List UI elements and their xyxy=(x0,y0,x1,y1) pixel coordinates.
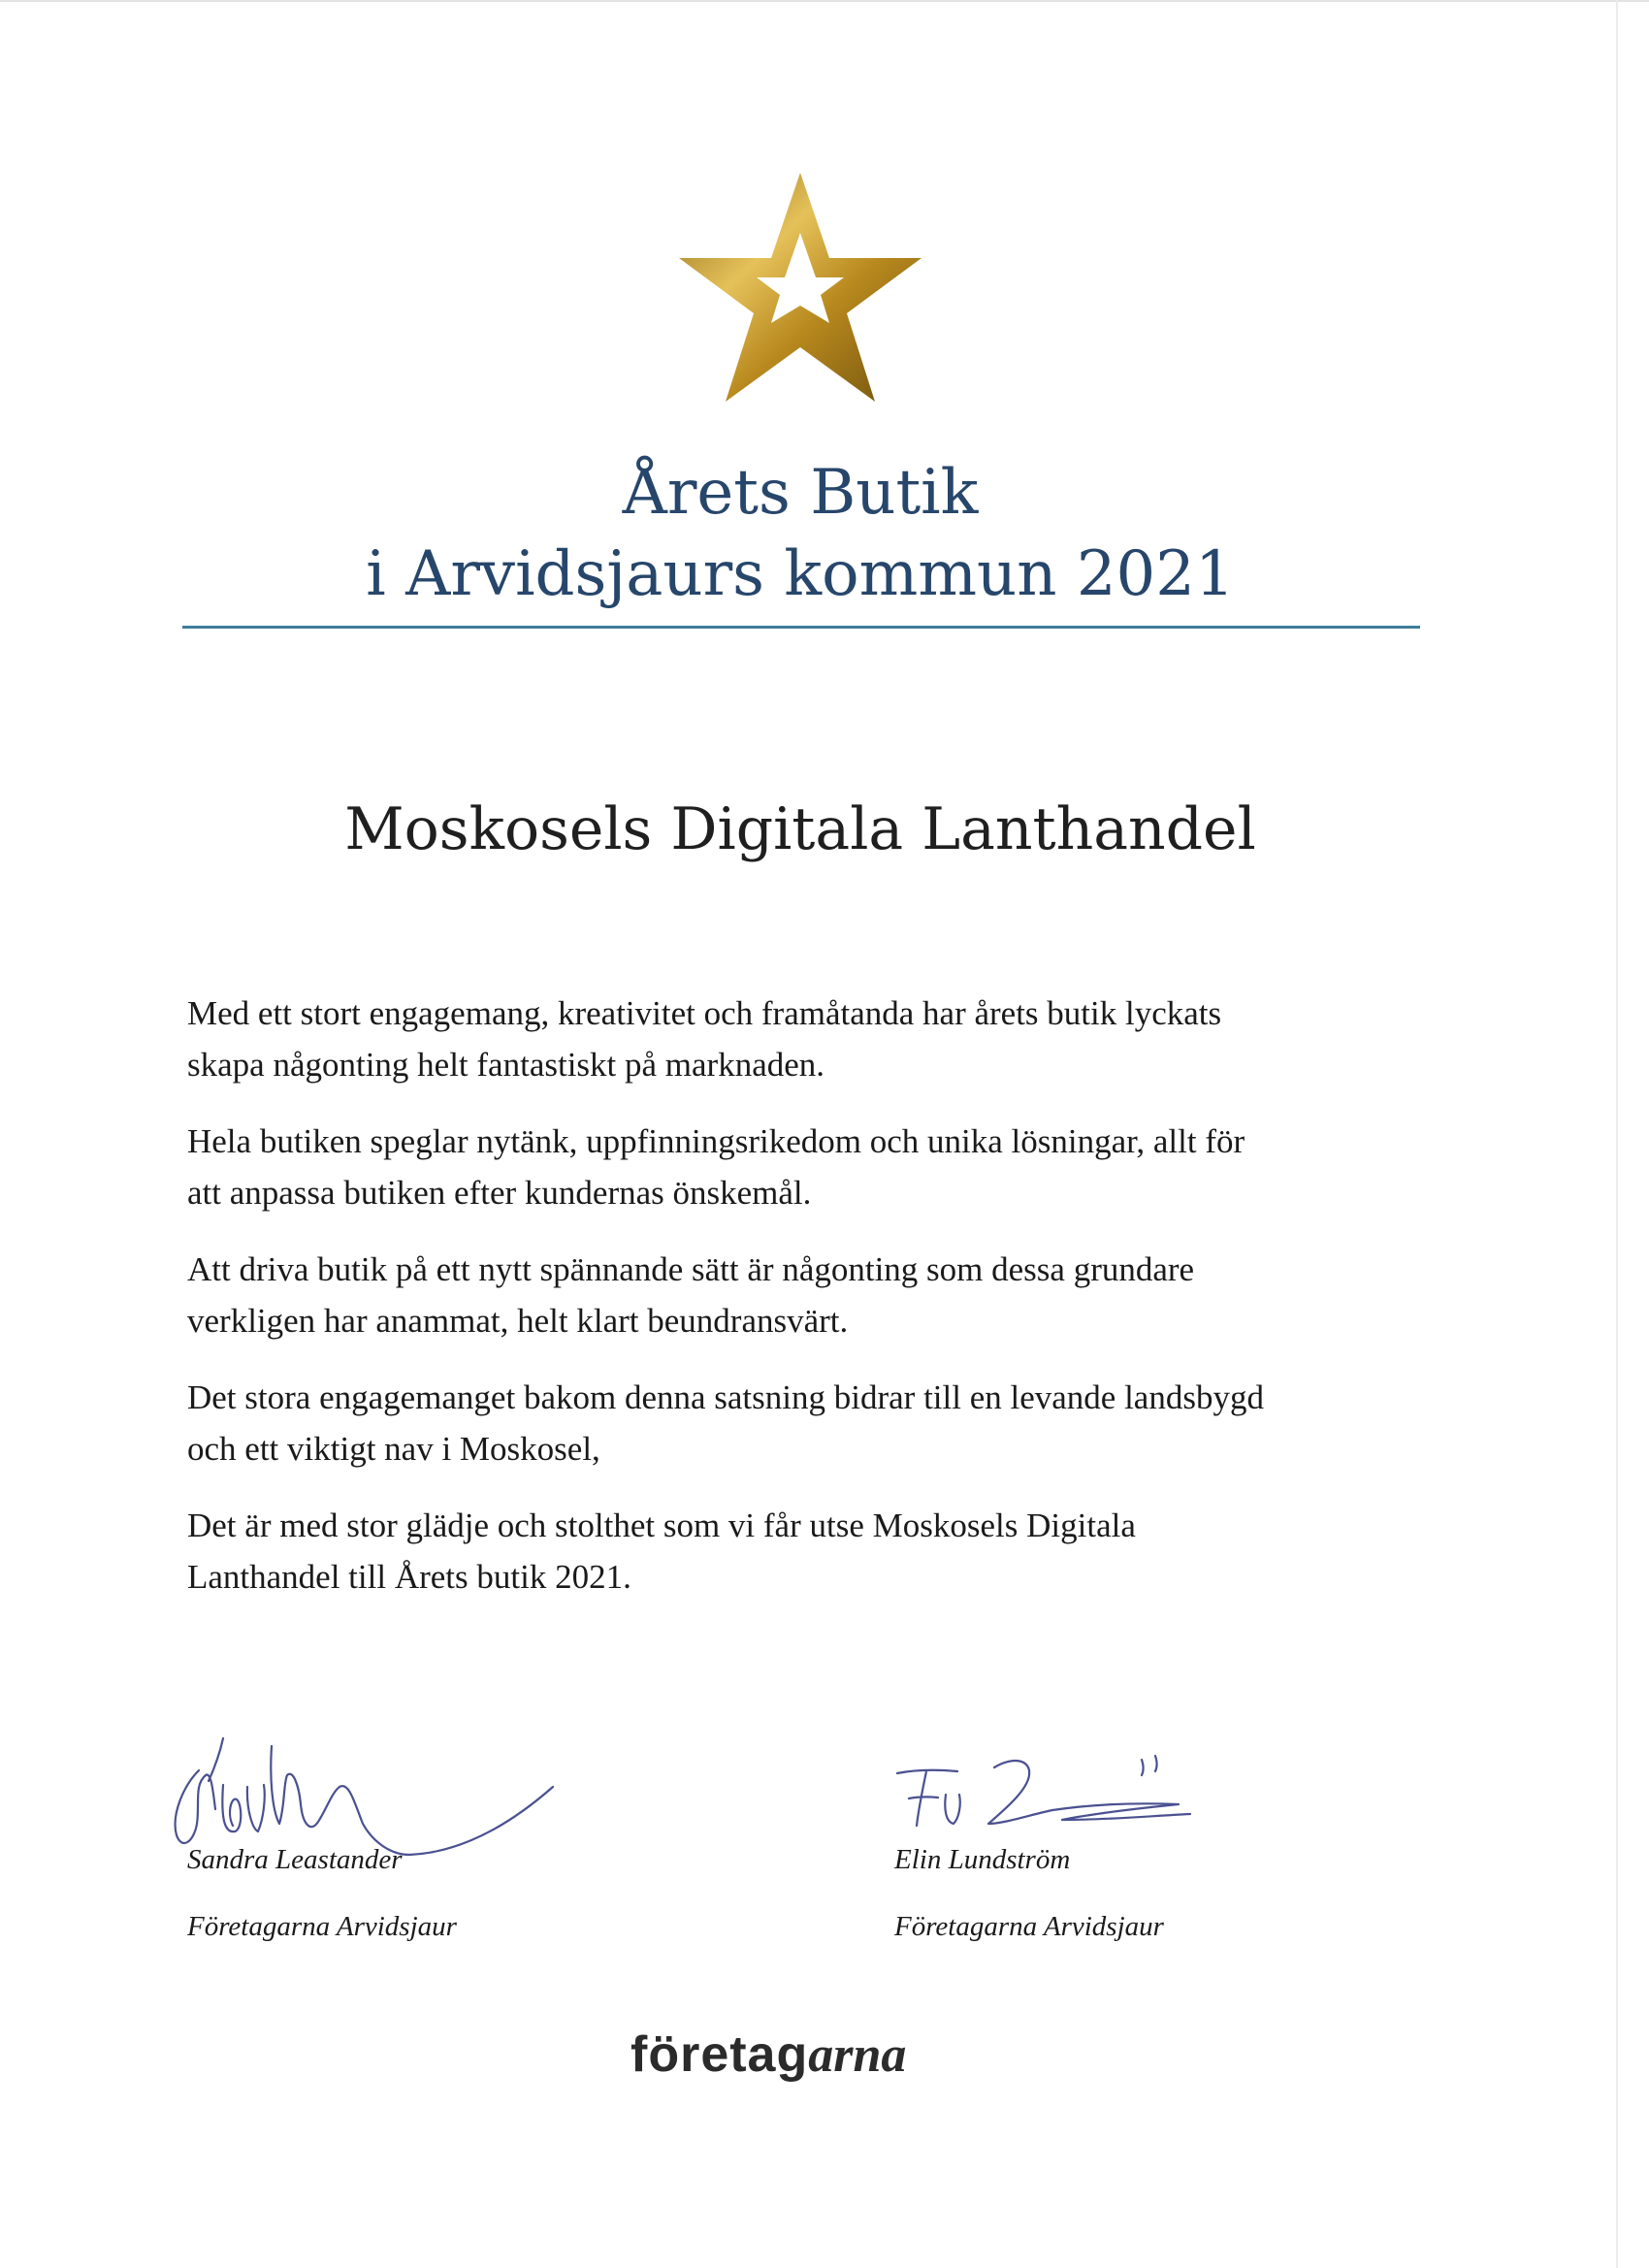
paragraph-line: och ett viktigt nav i Moskosel, xyxy=(187,1430,600,1468)
paragraph-line: Hela butiken speglar nytänk, uppfinningsrikedom och unika lösningar, allt för xyxy=(187,1122,1245,1160)
gold-star-icon xyxy=(679,173,922,402)
foretagarna-logo xyxy=(630,2025,906,2084)
citation-paragraph xyxy=(187,1500,1448,1603)
paragraph-line: skapa någonting helt fantastiskt på marknaden. xyxy=(187,1046,825,1084)
logo-text-part1: företag xyxy=(630,2026,809,2083)
citation-body xyxy=(187,988,1448,1628)
citation-paragraph xyxy=(187,988,1448,1090)
award-title-line1: Årets Butik xyxy=(622,457,979,529)
page-edge-right xyxy=(1616,0,1618,2268)
award-title-line2: i Arvidsjaurs kommun 2021 xyxy=(366,538,1235,610)
winner-store-name: Moskosels Digitala Lanthandel xyxy=(344,795,1256,863)
logo-text-part2: arna xyxy=(808,2027,907,2083)
signer-org-right: Företagarna Arvidsjaur xyxy=(894,1911,1164,1942)
paragraph-line: verkligen har anammat, helt klart beundransvärt. xyxy=(187,1302,849,1340)
citation-paragraph xyxy=(187,1372,1448,1474)
title-divider xyxy=(182,626,1420,629)
signer-org-left: Företagarna Arvidsjaur xyxy=(187,1911,457,1942)
page-edge-top xyxy=(0,0,1649,2)
paragraph-line: Lanthandel till Årets butik 2021. xyxy=(187,1558,631,1596)
signature-elin xyxy=(888,1736,1217,1853)
paragraph-line: Med ett stort engagemang, kreativitet och framåtanda har årets butik lyckats xyxy=(187,994,1222,1032)
paragraph-line: Att driva butik på ett nytt spännande sätt är någonting som dessa grundare xyxy=(187,1250,1195,1288)
citation-paragraph xyxy=(187,1116,1448,1218)
citation-paragraph xyxy=(187,1244,1448,1346)
paragraph-line: att anpassa butiken efter kundernas önskemål. xyxy=(187,1174,812,1212)
paragraph-line: Det är med stor glädje och stolthet som vi får utse Moskosels Digitala xyxy=(187,1507,1136,1544)
signer-name-right: Elin Lundström xyxy=(894,1844,1071,1875)
paragraph-line: Det stora engagemanget bakom denna satsning bidrar till en levande landsbygd xyxy=(187,1378,1264,1416)
signer-name-left: Sandra Leastander xyxy=(187,1844,403,1875)
